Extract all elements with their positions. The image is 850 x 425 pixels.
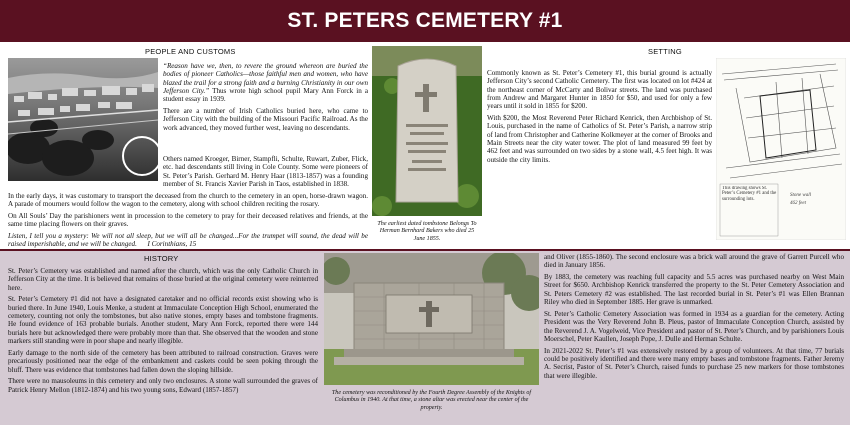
history-paragraph-capacity: By 1883, the cemetery was reaching full capacity and 5.5 acres was purchased nearby on West Main Street for $650. Archbishop Kenrick transferred the property to the St. Peter Cemetery Association and St. Peters Cemetery #2 was established. The last recorded burial in St. Peter’s #1 was Ellen Brannan Riley who died in September 1885. Her grave is unmarked.: [544, 273, 844, 307]
map-handwritten-note: Stone wall: [790, 193, 811, 198]
setting-body: [487, 69, 712, 168]
customs-paragraph-families: Others named Kroeger, Birner, Stampfli, Schulte, Ruwart, Zuber, Flick, etc. had descendants still living in Cole County. Some were pioneers of St. Peter’s Parish. Gerhard M. Henry Haar (1813-1857) was a founding member of St. Francis Xavier Parish in Taos, established in 1838.: [163, 155, 368, 189]
divider: [0, 249, 850, 251]
setting-paragraph-purchase: With $200, the Most Reverend Peter Richard Kenrick, then Archbishop of St. Louis, purchased in the name of Catholics of St. Peter’s Parish, a narrow strip of land from Christopher and Catherine Kolkmeyer at the corner of Brooks and Main Streets near the city water tower. The plot of land measured 99 feet by 462 feet and was surrounded on two sides by a stone wall, 4.5 feet high. It was outside the city limits.: [487, 114, 712, 164]
customs-paragraph-irish: There are a number of Irish Catholics buried here, who came to Jefferson City with the building of the Missouri Pacific Railroad. As the work advanced, they moved further west, leaving no descendants.: [163, 107, 368, 132]
history-paragraph-restoration: In 2021-2022 St. Peter’s #1 was extensively restored by a group of volunteers. At that time, 77 burials could be positively identified and there were many empty bases and tombstone fragments. Father Jeremy A. Secrist, Pastor of St. Peter’s Church, raised funds to purchase 25 new markers for those tombstones that were illegible.: [544, 346, 844, 380]
history-paragraph-association: St. Peter’s Catholic Cemetery Association was formed in 1934 as a guardian for the cemetery. Acting President was the Very Reverend John B. Pleus, pastor of Immaculate Conception Church, assisted by the Reverend J. A. Vogelweid, Vice President and pastor of St. Peter’s Church, and by parishioners Louis Moerschel, Peter Kaullen, Joseph Pope, J. Dulle and Herman Schulte.: [544, 309, 844, 343]
tombstone-caption: The earliest dated tombstone Belongs To Herman Bernhard Bakers who died 25 June 1855.: [377, 221, 477, 242]
page-title: ST. PETERS CEMETERY #1: [0, 0, 850, 42]
survey-map: [716, 58, 846, 240]
altar-photo: [324, 253, 539, 385]
history-paragraph-second-enclosure: and Oliver (1855-1860). The second enclosure was a brick wall around the grave of Garrett Purcell who died in January 1856.: [544, 253, 844, 270]
map-handwritten-dimension: 462 feet: [790, 201, 806, 206]
customs-paragraph-funerals: In the early days, it was customary to transport the deceased from the church to the cemetery in an open, horse-drawn wagon. A parade of mourners would follow the wagon to the cemetery, along with school children reciting the rosary.: [8, 191, 368, 209]
essay-quote: “Reason have we, then, to revere the ground whereon are buried the bodies of pioneer Catholics—those faithful men and women, who have blazed the trail for a strong faith and a burning Christianity in our own Jefferson City.”: [163, 62, 368, 96]
tombstone-photo: [372, 46, 482, 216]
history-left-body: [8, 267, 318, 397]
essay-attribution: Thus wrote high school pupil Mary Ann Forck in a student essay in 1939.: [163, 87, 368, 104]
history-right-body: [544, 253, 844, 383]
verse-reference: I Corinthians, 15: [147, 240, 197, 249]
history-paragraph-records: St. Peter’s Cemetery #1 did not have a designated caretaker and no official records exist showing who is buried there. In June 1940, Louis Menke, a student at Immaculate Conception High School, enumerated the cemetery, counting not only the tombstones, but also native stones, empty bases and tombstone fragments. He found evidence of 163 probable burials. Another student, Mary Ann Forck, reported there were 144 burials here but acknowledged there were probably more than that. She observed that the wooden and stone markers still standing were in poor shape and nearly illegible.: [8, 295, 318, 346]
map-legend: This drawing shows St. Peter’s Cemetery #1 and the surrounding lots.: [722, 186, 777, 202]
setting-heading: SETTING: [648, 47, 682, 56]
history-paragraph-established: St. Peter’s Cemetery was established and named after the church, which was the only Catholic Church in Jefferson City at the time. It is believed that remains of those buried at the original cemetery were reinterred here.: [8, 267, 318, 292]
customs-heading: PEOPLE AND CUSTOMS: [145, 47, 236, 56]
history-paragraph-enclosures: There were no mausoleums in this cemetery and only two enclosures. A stone wall surrounded the graves of Patrick Henry Mellon (1812-1874) and his two young sons, Edward (1857-1857): [8, 377, 318, 394]
customs-body: [8, 155, 368, 252]
altar-caption: The cemetery was reconditioned by the Fourth Degree Assembly of the Knights of Columbus in 1940. At that time, a stone altar was erected near the center of the property.: [331, 390, 532, 411]
customs-paragraph-all-souls: On All Souls’ Day the parishioners went in procession to the cemetery to pray for their deceased relatives and friends, at the same time placing flowers on their graves.: [8, 211, 368, 229]
setting-paragraph-origin: Commonly known as St. Peter’s Cemetery #1, this burial ground is actually Jefferson City’s second Catholic Cemetery. The first was located on lot #424 at the northeast corner of McCarty and Bolivar streets. The land was purchased from Andrew and Margaret Hunter in 1850 for $50, and used for only a few years until it sold in 1855 for $200.: [487, 69, 712, 111]
history-paragraph-damage: Early damage to the north side of the cemetery has been attributed to railroad construction. Graves were precariously positioned near the edge of the embankment and caskets could be seen poking through the bluff. There was evidence that tombstones had fallen down the sloping hillside.: [8, 348, 318, 374]
verse-text: Listen, I tell you a mystery: We will not all sleep, but we will all be changed...For the trumpet will sound, the dead will be raised imperishable, and we will be changed.: [8, 231, 368, 249]
history-heading: HISTORY: [144, 254, 179, 263]
customs-intro: [163, 62, 368, 136]
scripture-verse: [8, 232, 368, 249]
